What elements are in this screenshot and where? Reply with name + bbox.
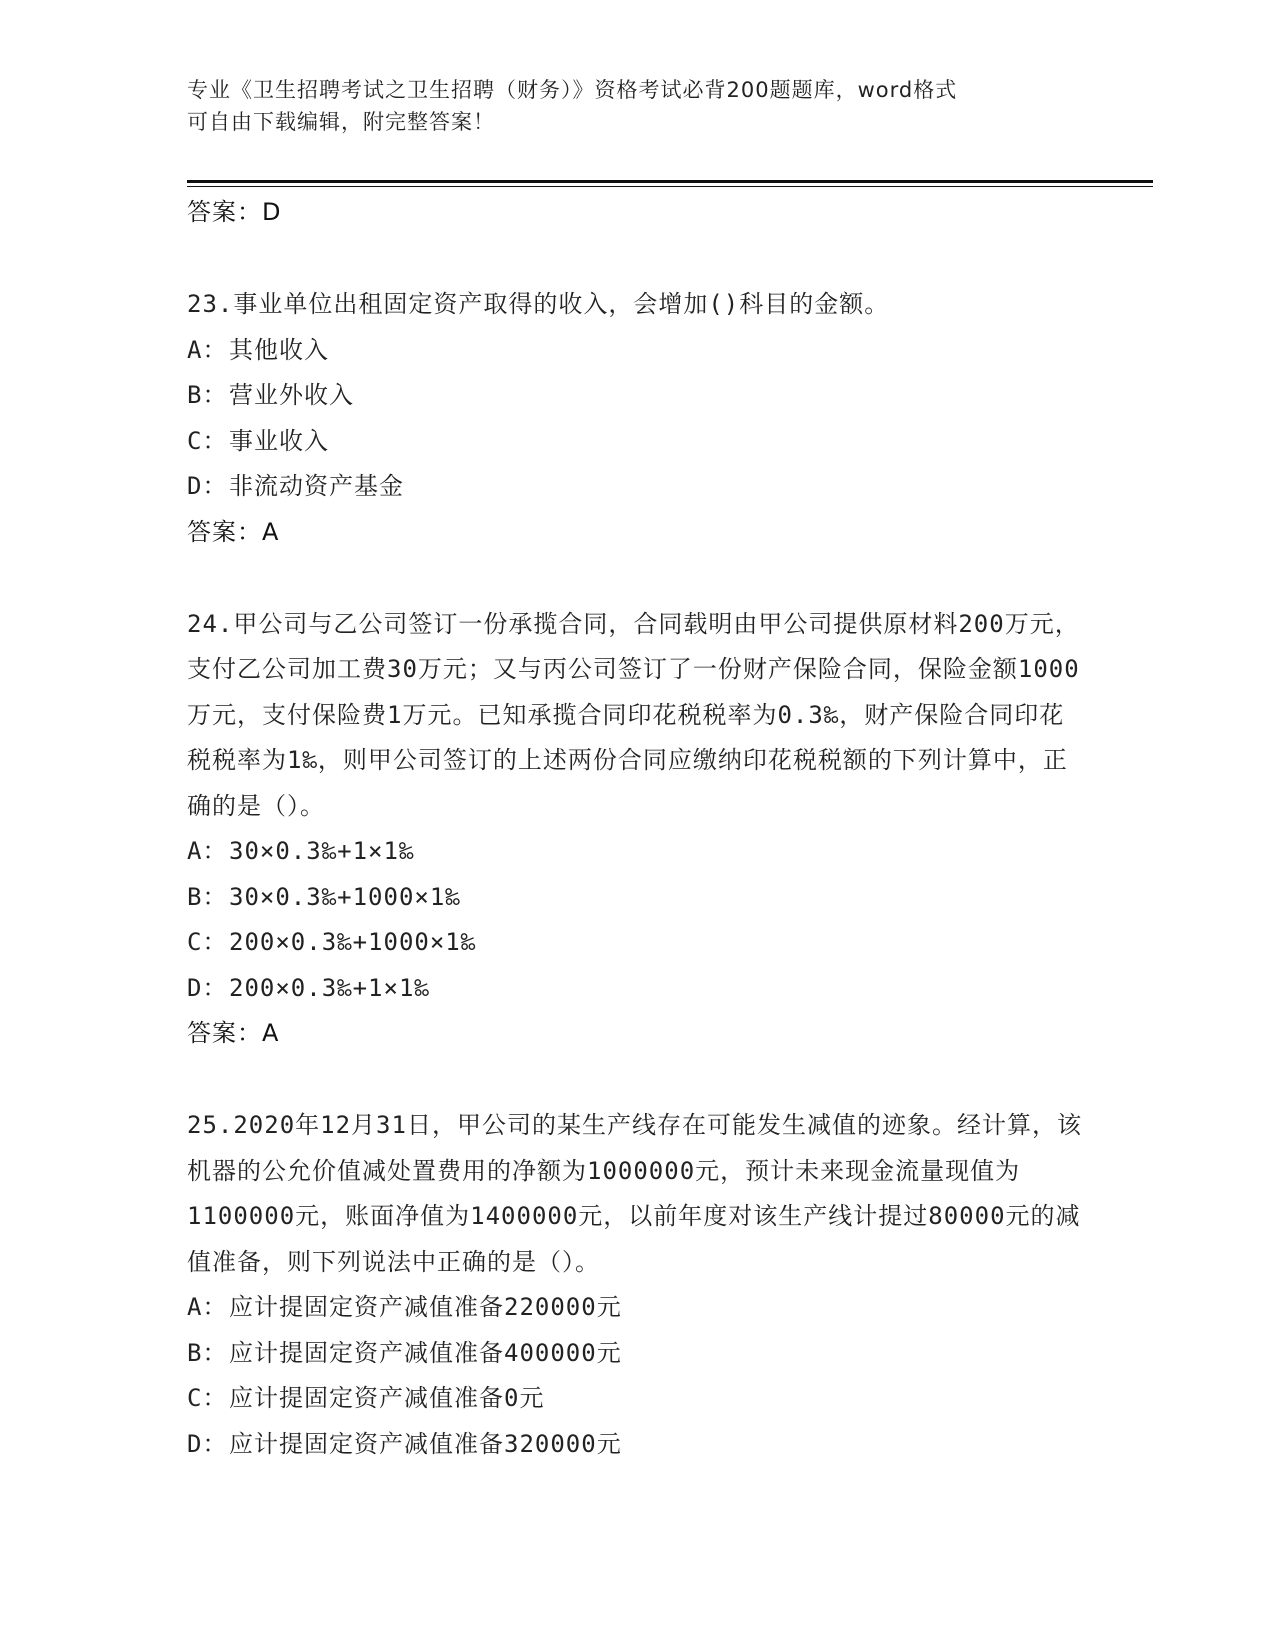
option-text: 200×0.3‰+1000×1‰ (229, 928, 477, 956)
option-text: 应计提固定资产减值准备220000元 (229, 1293, 622, 1321)
header-line-2: 可自由下载编辑，附完整答案！ (187, 110, 495, 134)
document-header (187, 74, 1087, 138)
option-text: 应计提固定资产减值准备0元 (229, 1384, 545, 1412)
question-stem: 24.甲公司与乙公司签订一份承揽合同，合同载明由甲公司提供原材料200万元，支付乙公司加工费30万元；又与丙公司签订了一份财产保险合同，保险金额1000万元，支付保险费1万元。已知承揽合同印花税税率为0.3‰，财产保险合同印花税税率为1‰，则甲公司签订的上述两份合同应缴纳印花税税额的下列计算中，正确的是（）。 (187, 609, 1080, 820)
option-text: 30×0.3‰+1000×1‰ (229, 882, 461, 911)
answer-line: 答案：A (187, 517, 280, 546)
option-key: C： (187, 928, 228, 956)
option-b (187, 1331, 1087, 1377)
option-text: 200×0.3‰+1×1‰ (229, 973, 430, 1002)
answer-line: 答案：D (187, 198, 282, 226)
option-key: C： (187, 1384, 228, 1412)
option-text: 其他收入 (229, 335, 329, 364)
option-key: A： (187, 837, 228, 865)
option-b (187, 875, 1087, 921)
option-a (187, 829, 1087, 875)
option-text: 30×0.3‰+1×1‰ (229, 837, 415, 865)
option-text: 应计提固定资产减值准备320000元 (229, 1429, 622, 1458)
option-key: B： (187, 381, 228, 409)
option-key: D： (187, 973, 228, 1002)
option-key: D： (187, 1429, 228, 1458)
option-text: 营业外收入 (229, 381, 354, 409)
question-list (187, 186, 1087, 1467)
option-key: C： (187, 426, 228, 455)
answer-line: 答案：A (187, 1019, 280, 1047)
question-stem: 23.事业单位出租固定资产取得的收入，会增加()科目的金额。 (187, 290, 890, 318)
option-d (187, 464, 1087, 510)
option-key: D： (187, 472, 228, 500)
option-key: A： (187, 335, 228, 364)
question-23 (187, 282, 1087, 555)
option-c (187, 920, 1087, 966)
option-a (187, 1285, 1087, 1331)
option-text: 应计提固定资产减值准备400000元 (229, 1338, 622, 1367)
option-text: 事业收入 (229, 426, 329, 455)
option-c (187, 419, 1087, 465)
option-d (187, 966, 1087, 1012)
question-25 (187, 1103, 1087, 1467)
header-line-1: 专业《卫生招聘考试之卫生招聘（财务）》资格考试必背200题题库，word格式 (187, 78, 958, 102)
option-a (187, 328, 1087, 374)
option-text: 非流动资产基金 (229, 472, 404, 500)
question-24 (187, 602, 1087, 1057)
option-key: B： (187, 1338, 228, 1367)
option-d (187, 1422, 1087, 1468)
option-key: A： (187, 1293, 228, 1321)
option-key: B： (187, 882, 228, 911)
option-c (187, 1376, 1087, 1422)
header-divider-thick (187, 180, 1153, 183)
question-stem: 25.2020年12月31日，甲公司的某生产线存在可能发生减值的迹象。经计算，该机器的公允价值减处置费用的净额为1000000元，预计未来现金流量现值为1100000元，账面净值为1400000元，以前年度对该生产线计提过80000元的减值准备，则下列说法中正确的是（）。 (187, 1111, 1082, 1276)
option-b (187, 373, 1087, 419)
